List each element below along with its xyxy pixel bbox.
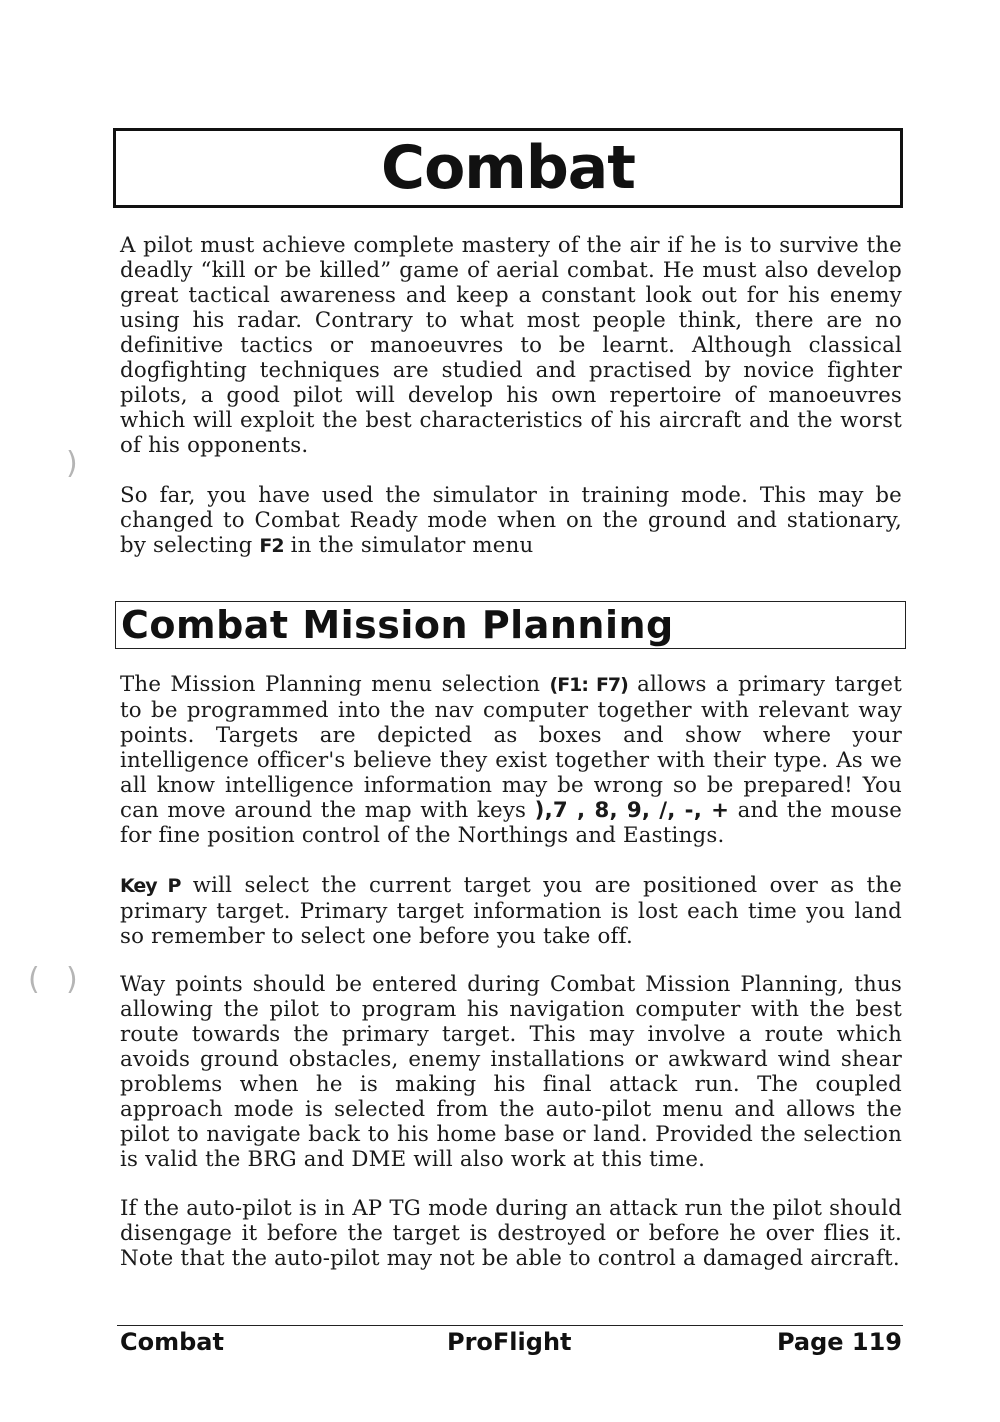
planning-p1-before: The Mission Planning menu selection xyxy=(120,672,550,697)
training-text-before: So far, you have used the simulator in training mode. This may be changed to Combat Ready mode when on the ground and stationary, by selecting xyxy=(120,483,902,558)
footer-page-number: Page 119 xyxy=(776,1328,902,1356)
binder-hole-mark: ) xyxy=(66,962,78,997)
footer-center: ProFlight xyxy=(447,1328,572,1356)
planning-p2-key: Key P xyxy=(120,875,181,897)
planning-p1-middle: allows a primary target to be programmed into the nav computer together with relevant way points. Targets are depicted as boxes and show where your intelligence officer's believe they exist together with their type. As we all know intelligence information may be wrong so be prepared! You can move around the map with keys xyxy=(120,672,902,823)
intro-paragraph: A pilot must achieve complete mastery of the air if he is to survive the deadly “kill or be killed” game of aerial combat. He must also develop great tactical awareness and keep a constant look out for his enemy using his radar. Contrary to what most people think, there are no definitive tactics or manoeuvres to be learnt. Although classical dogfighting techniques are studied and practised by novice fighter pilots, a good pilot will develop his own repertoire of manoeuvres which will exploit the best characteristics of his aircraft and the worst of his opponents. xyxy=(120,233,902,458)
planning-paragraph-2 xyxy=(120,873,902,949)
footer-left: Combat xyxy=(120,1328,224,1356)
planning-paragraph-1 xyxy=(120,672,902,848)
page-title: Combat xyxy=(381,133,635,203)
training-text-after: in the simulator menu xyxy=(283,533,534,558)
planning-p1-key: (F1: F7) xyxy=(549,674,628,696)
binder-hole-mark: ( xyxy=(28,962,40,997)
planning-paragraph-3: Way points should be entered during Combat Mission Planning, thus allowing the pilot to program his navigation computer with the best route towards the primary target. This may involve a route which avoids ground obstacles, enemy installations or awkward wind shear problems when he is making his final attack run. The coupled approach mode is selected from the auto-pilot menu and allows the pilot to navigate back to his home base or land. Provided the selection is valid the BRG and DME will also work at this time. xyxy=(120,972,902,1172)
planning-p1-after: and the mouse for fine position control of the Northings and Eastings. xyxy=(120,798,902,848)
section-title: Combat Mission Planning xyxy=(121,603,674,647)
footer-rule xyxy=(117,1325,903,1326)
section-box xyxy=(115,601,906,649)
training-paragraph xyxy=(120,483,902,559)
binder-hole-mark: ) xyxy=(66,446,78,481)
planning-paragraph-4: If the auto-pilot is in AP TG mode during an attack run the pilot should disengage it before the target is destroyed or before he over flies it. Note that the auto-pilot may not be able to control a damaged aircraft. xyxy=(120,1196,902,1271)
planning-p1-keys: ),7 , 8, 9, /, -, + xyxy=(534,798,730,823)
training-key: F2 xyxy=(259,535,284,557)
planning-p2-text: will select the current target you are positioned over as the primary target. Primary target information is lost each time you land so remember to select one before you take off. xyxy=(120,873,903,949)
title-box xyxy=(113,128,903,208)
